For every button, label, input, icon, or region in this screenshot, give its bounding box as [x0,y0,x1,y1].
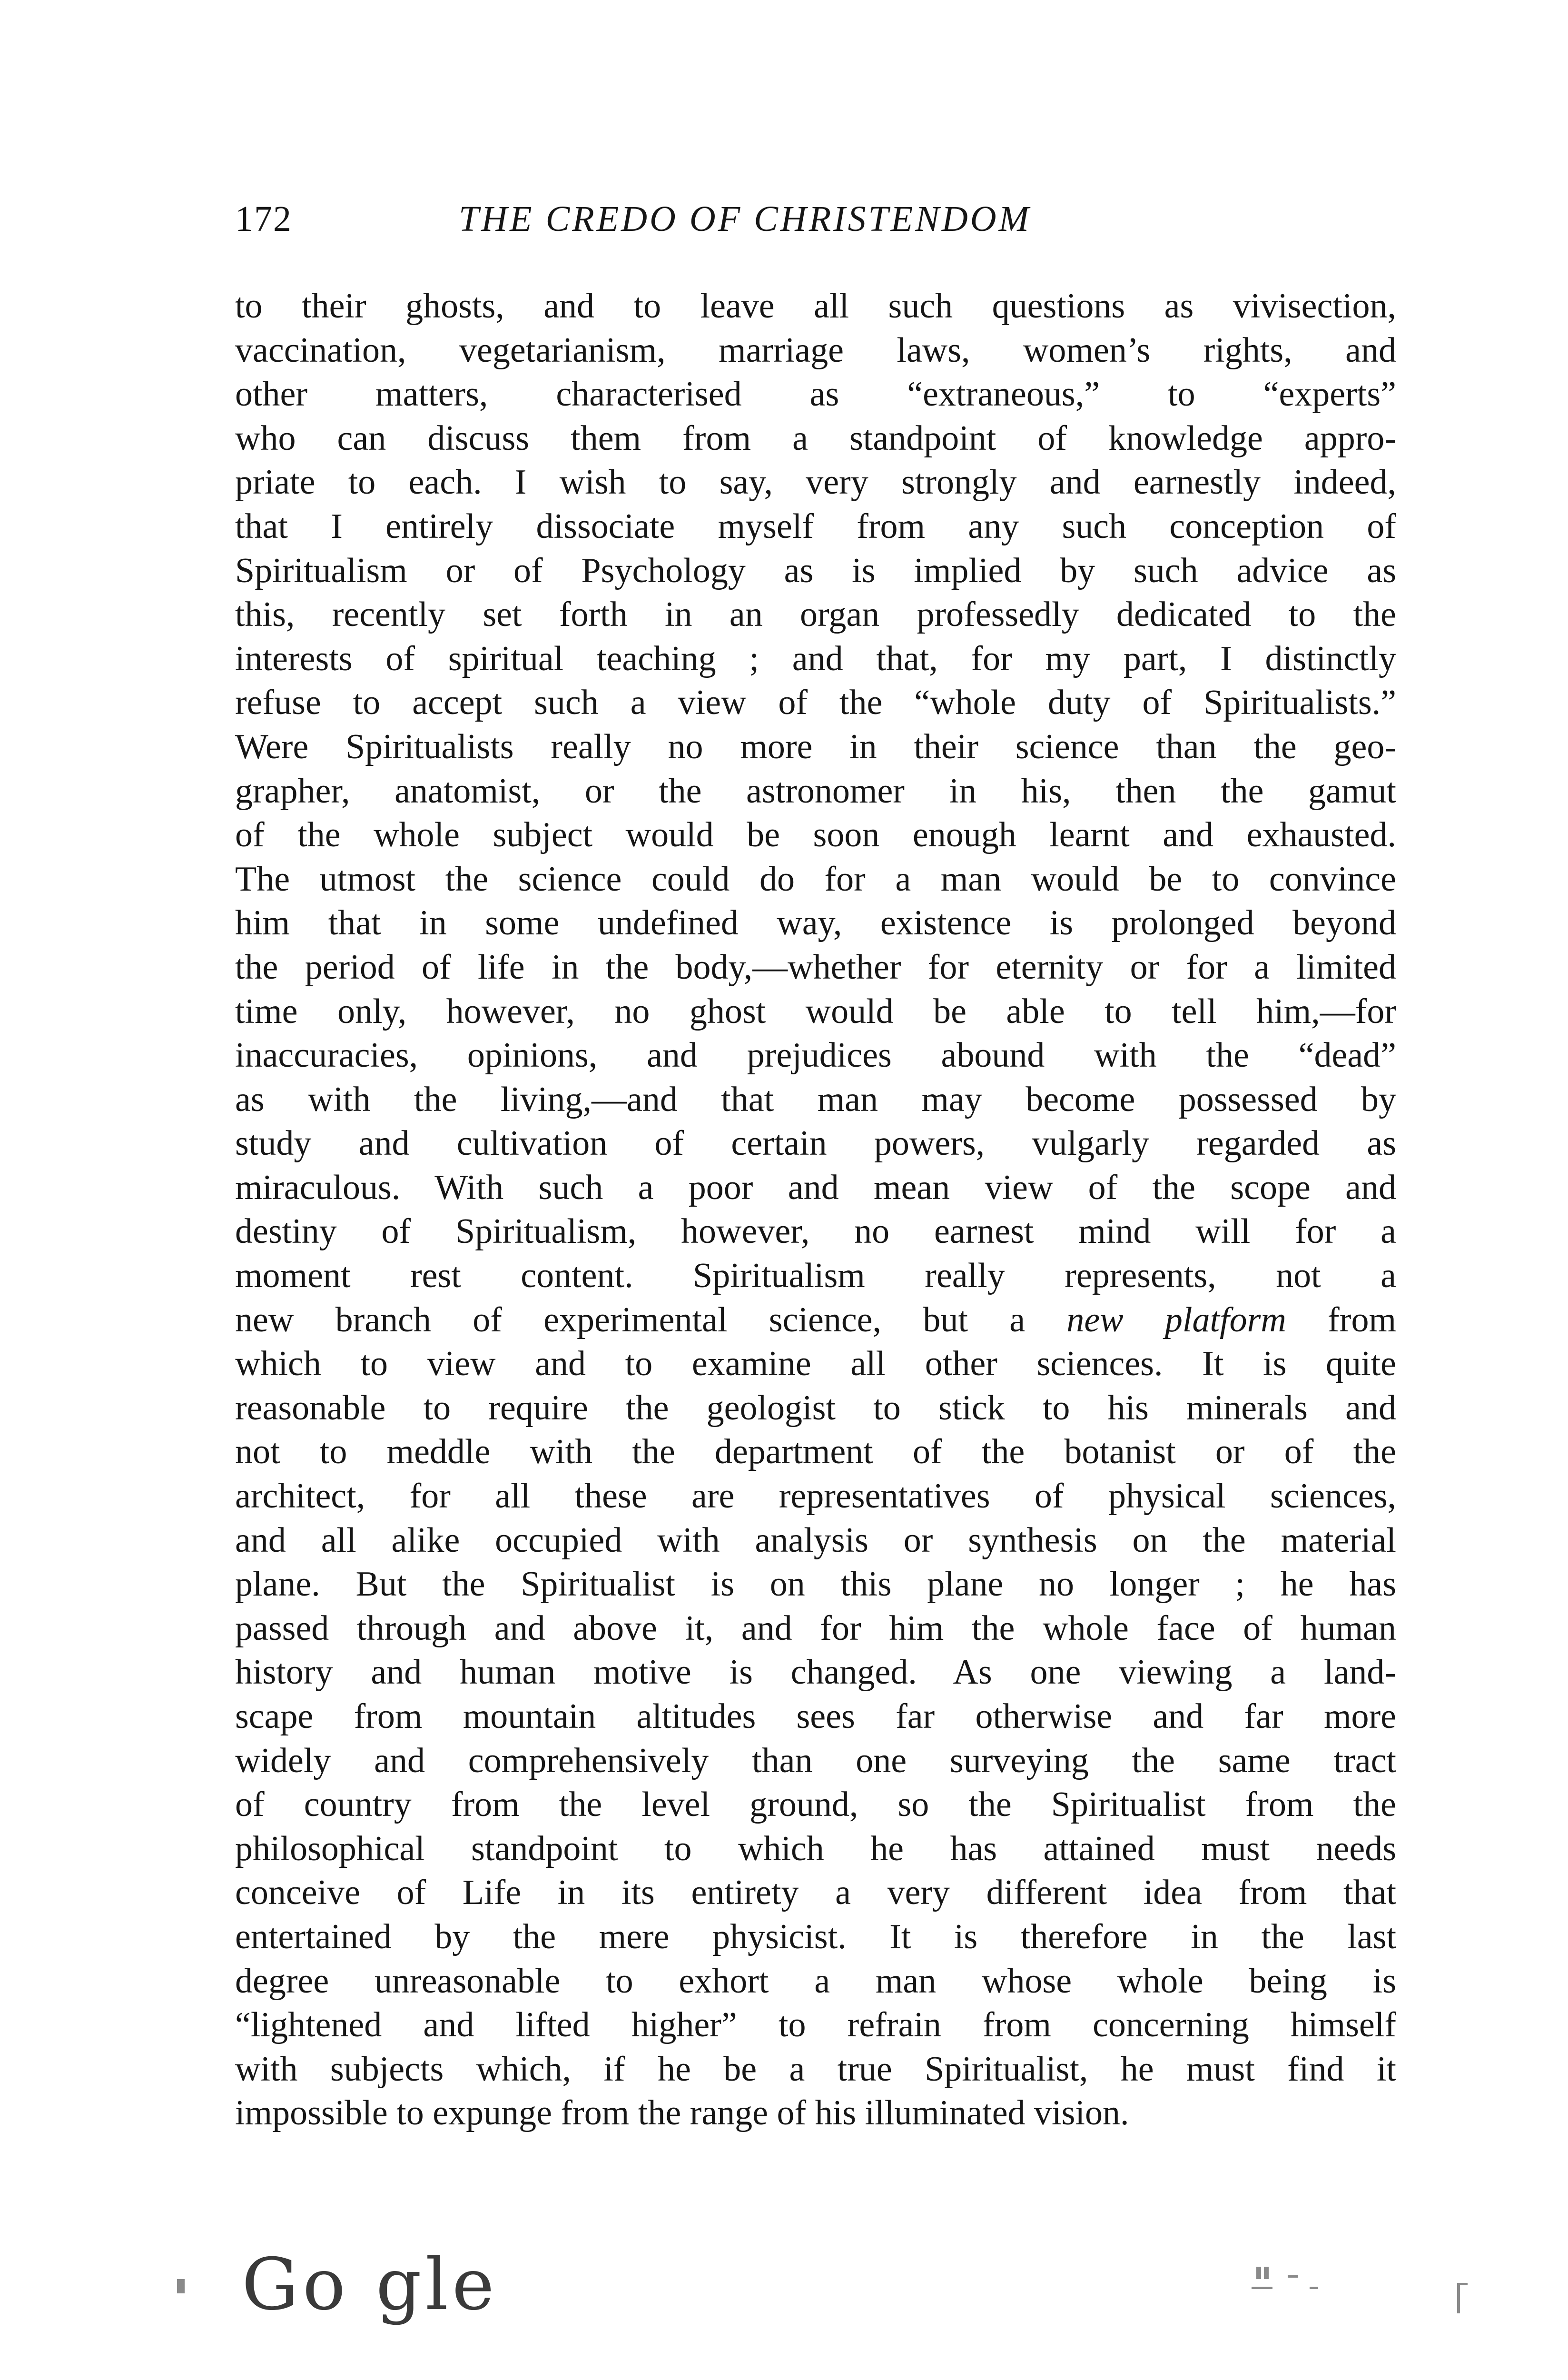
text-line: that I entirely dissociate myself from any such conception of [235,506,1396,546]
text-line: miraculous. With such a poor and mean view of the scope and [235,1168,1396,1207]
text-line: Were Spiritualists really no more in their science than the geo- [235,727,1396,766]
text-line: him that in some undefined way, existence is prolonged beyond [235,903,1396,943]
page-header [235,193,1396,245]
text-line: “lightened and lifted higher” to refrain from concerning himself [235,2005,1396,2045]
text-line: of the whole subject would be soon enough learnt and exhausted. [235,815,1396,855]
text-line: the period of life in the body,—whether for eternity or for a limited [235,947,1396,987]
page-number: 172 [235,199,292,239]
text-line: with subjects which, if he be a true Spiritualist, he must find it [235,2049,1396,2089]
text-line: time only, however, no ghost would be able to tell him,—for [235,992,1396,1031]
scan-artifact [1256,2267,1261,2279]
body-text [235,284,1396,2135]
scan-artifact [1457,2283,1468,2285]
text-segment: from [1328,1300,1397,1339]
text-line: inaccuracies, opinions, and prejudices abound with the “dead” [235,1036,1396,1075]
text-line: vaccination, vegetarianism, marriage laws, women’s rights, and [235,330,1396,370]
text-line: widely and comprehensively than one surveying the same tract [235,1741,1396,1780]
text-line: this, recently set forth in an organ professedly dedicated to the [235,595,1396,635]
text-line: The utmost the science could do for a man would be to convince [235,859,1396,899]
text-line: plane. But the Spiritualist is on this plane no longer ; he has [235,1565,1396,1604]
running-title: THE CREDO OF CHRISTENDOM [459,199,1031,239]
text-line: destiny of Spiritualism, however, no earnest mind will for a [235,1212,1396,1251]
text-line: conceive of Life in its entirety a very different idea from that [235,1873,1396,1913]
text-line: grapher, anatomist, or the astronomer in his, then the gamut [235,771,1396,811]
scan-artifact [1252,2287,1272,2289]
text-line: of country from the level ground, so the Spiritualist from the [235,1785,1396,1825]
text-line: impossible to expunge from the range of his illuminated vision. [235,2093,1129,2133]
scan-artifact [177,2279,185,2293]
text-line: and all alike occupied with analysis or synthesis on the material [235,1520,1396,1560]
scan-artifact [1288,2275,1298,2278]
text-line: who can discuss them from a standpoint of knowledge appro- [235,418,1396,458]
text-line: passed through and above it, and for him the whole face of human [235,1608,1396,1648]
text-line: entertained by the mere physicist. It is therefore in the last [235,1917,1396,1956]
text-line: scape from mountain altitudes sees far otherwise and far more [235,1697,1396,1736]
text-line: architect, for all these are representatives of physical sciences, [235,1477,1396,1516]
text-line: moment rest content. Spiritualism really represents, not a [235,1256,1396,1296]
page-footer [0,2237,1568,2332]
text-line-with-italic [235,1298,1396,1342]
italic-emphasis: new platform [1066,1300,1286,1339]
text-line: not to meddle with the department of the botanist or of the [235,1432,1396,1472]
scan-artifact [1310,2287,1318,2289]
text-line: study and cultivation of certain powers, vulgarly regarded as [235,1124,1396,1163]
text-line: degree unreasonable to exhort a man whose whole being is [235,1961,1396,2001]
text-line: as with the living,—and that man may become possessed by [235,1080,1396,1119]
text-line: other matters, characterised as “extraneous,” to “experts” [235,375,1396,414]
text-line: which to view and to examine all other sciences. It is quite [235,1344,1396,1384]
text-line: reasonable to require the geologist to stick to his minerals and [235,1388,1396,1428]
google-watermark: Go gle [242,2243,498,2326]
text-line: interests of spiritual teaching ; and that, for my part, I distinctly [235,639,1396,678]
text-line: philosophical standpoint to which he has attained must needs [235,1829,1396,1868]
scan-artifact [1457,2283,1460,2313]
scan-artifact [1264,2267,1269,2279]
text-line: to their ghosts, and to leave all such questions as vivisection, [235,287,1396,326]
text-line: history and human motive is changed. As one viewing a land- [235,1653,1396,1692]
text-line: Spiritualism or of Psychology as is implied by such advice as [235,551,1396,590]
text-line: priate to each. I wish to say, very strongly and earnestly indeed, [235,463,1396,502]
text-segment: new branch of experimental science, but a [235,1300,1026,1339]
text-line: refuse to accept such a view of the “whole duty of Spiritualists.” [235,683,1396,723]
